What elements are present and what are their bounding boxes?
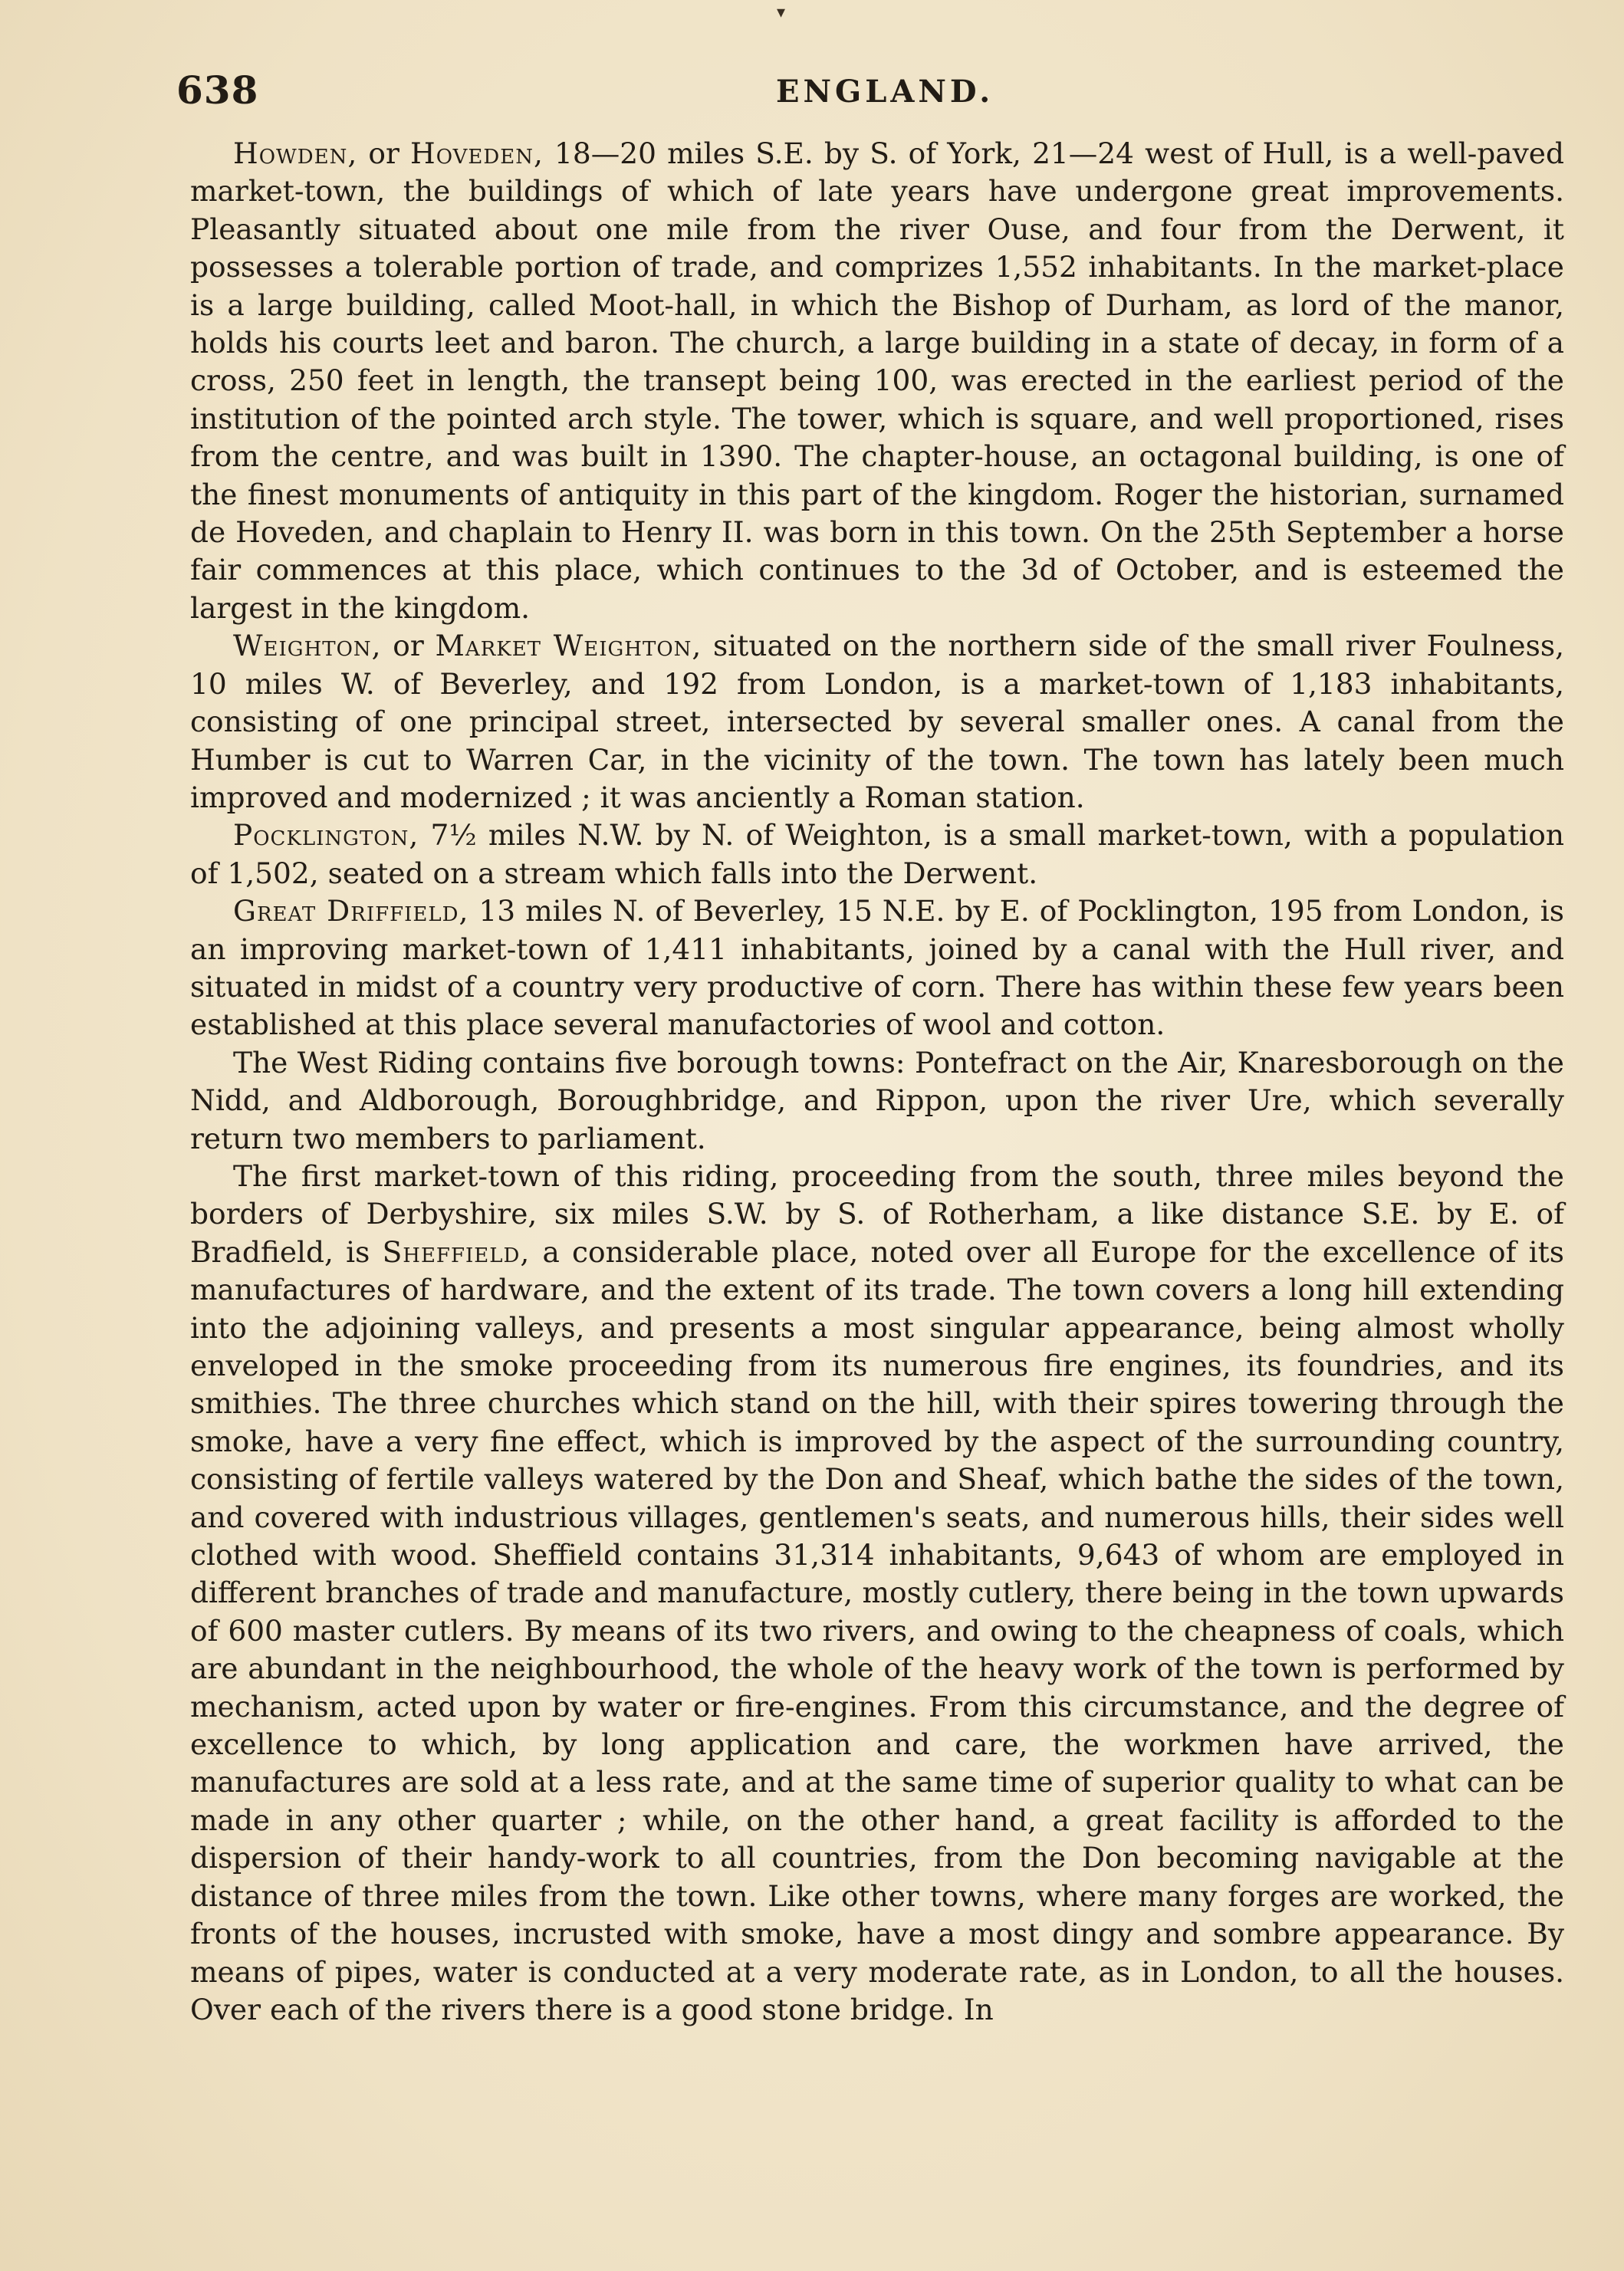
place-name-great-driffield: Great Driffield, [233,894,469,928]
connector-or: or [357,136,411,170]
paragraph-text: The West Riding contains five borough towns: Pontefract on the Air, Knaresborough on the Nidd, and Aldborough, Boroughbridge, and Rippon, upon the river Ure, which severally return two members to parliament. [190,1045,1564,1155]
place-name-market-weighton: Market Weighton, [435,629,702,663]
paragraph-great-driffield [190,892,1564,1044]
connector-or: or [381,629,436,663]
running-head: ENGLAND. [776,74,994,110]
paragraph-howden [190,135,1564,627]
paragraph-pocklington [190,817,1564,892]
paragraph-sheffield [190,1158,1564,2029]
page-number: 638 [176,67,259,113]
paragraph-weighton [190,627,1564,817]
place-name-howden: Howden, [233,136,358,170]
paragraph-text: situated on the northern side of the small river Foulness, 10 miles W. of Beverley, and 192 from London, is a market-town of 1,183 inhabitants, consisting of one principal street, intersected by several smaller ones. A canal from the Humber is cut to Warren Car, in the vicinity of the town. The town has lately been much improved and modernized ; it was anciently a Roman station. [190,629,1564,814]
place-name-sheffield: Sheffield, [382,1234,531,1269]
paragraph-text: a considerable place, noted over all Europe for the excellence of its manufactures of hardware, and the extent of its trade. The town covers a long hill extending into the adjoining valleys, and presents a most singular appearance, being almost wholly enveloped in the smoke proceeding from its numerous fire engines, its foundries, and its smithies. The three churches which stand on the hill, with their spires towering through the smoke, have a very fine effect, which is improved by the aspect of the surrounding country, consisting of fertile valleys watered by the Don and Sheaf, which bathe the sides of the town, and covered with industrious villages, gentlemen's seats, and numerous hills, their sides well clothed with wood. Sheffield contains 31,314 inhabitants, 9,643 of whom are employed in different branches of trade and manufacture, mostly cutlery, there being in the town upwards of 600 master cutlers. By means of its two rivers, and owing to the cheapness of coals, which are abundant in the neighbourhood, the whole of the heavy work of the town is performed by mechanism, acted upon by water or fire-engines. From this circumstance, and the degree of excellence to which, by long application and care, the workmen have arrived, the manufactures are sold at a less rate, and at the same time of superior quality to what can be made in any other quarter ; while, on the other hand, a great facility is afforded to the dispersion of their handy-work to all countries, from the Don becoming navigable at the distance of three miles from the town. Like other towns, where many forges are worked, the fronts of the houses, incrusted with smoke, have a most dingy and sombre appearance. By means of pipes, water is conducted at a very moderate rate, as in London, to all the houses. Over each of the rivers there is a good stone bridge. In [190,1234,1564,2026]
paragraph-text: 7½ miles N.W. by N. of Weighton, is a small market-town, with a population of 1,502, seated on a stream which falls into the Derwent. [190,818,1564,890]
body-text [190,135,1564,2029]
printer-mark: ▾ [777,3,786,22]
paragraph-text: 18—20 miles S.E. by S. of York, 21—24 west of Hull, is a well-paved market-town, the buildings of which of late years have undergone great improvements. Pleasantly situated about one mile from the river Ouse, and four from the Derwent, it possesses a tolerable portion of trade, and comprizes 1,552 inhabitants. In the market-place is a large building, called Moot-hall, in which the Bishop of Durham, as lord of the manor, holds his courts leet and baron. The church, a large building in a state of decay, in form of a cross, 250 feet in length, the transept being 100, was erected in the earliest period of the institution of the pointed arch style. The tower, which is square, and well proportioned, rises from the centre, and was built in 1390. The chapter-house, an octagonal building, is one of the finest monuments of antiquity in this part of the kingdom. Roger the historian, surnamed de Hoveden, and chaplain to Henry II. was born in this town. On the 25th September a horse fair commences at this place, which continues to the 3d of October, and is esteemed the largest in the kingdom. [190,136,1564,625]
paragraph-text: 13 miles N. of Beverley, 15 N.E. by E. of Pocklington, 195 from London, is an improving market-town of 1,411 inhabitants, joined by a canal with the Hull river, and situated in midst of a country very productive of corn. There has within these few years been established at this place several manufactories of wool and cotton. [190,894,1564,1042]
place-name-pocklington: Pocklington, [233,818,419,853]
paragraph-text-intro: The first market-town of this riding, proceeding from the south, three miles beyond the borders of Derbyshire, six miles S.W. by S. of Rotherham, a like distance S.E. by E. of Bradfield, is [190,1159,1564,1269]
place-name-weighton: Weighton, [233,629,382,663]
paragraph-west-riding [190,1044,1564,1158]
place-name-hoveden: Hoveden, [410,136,544,170]
